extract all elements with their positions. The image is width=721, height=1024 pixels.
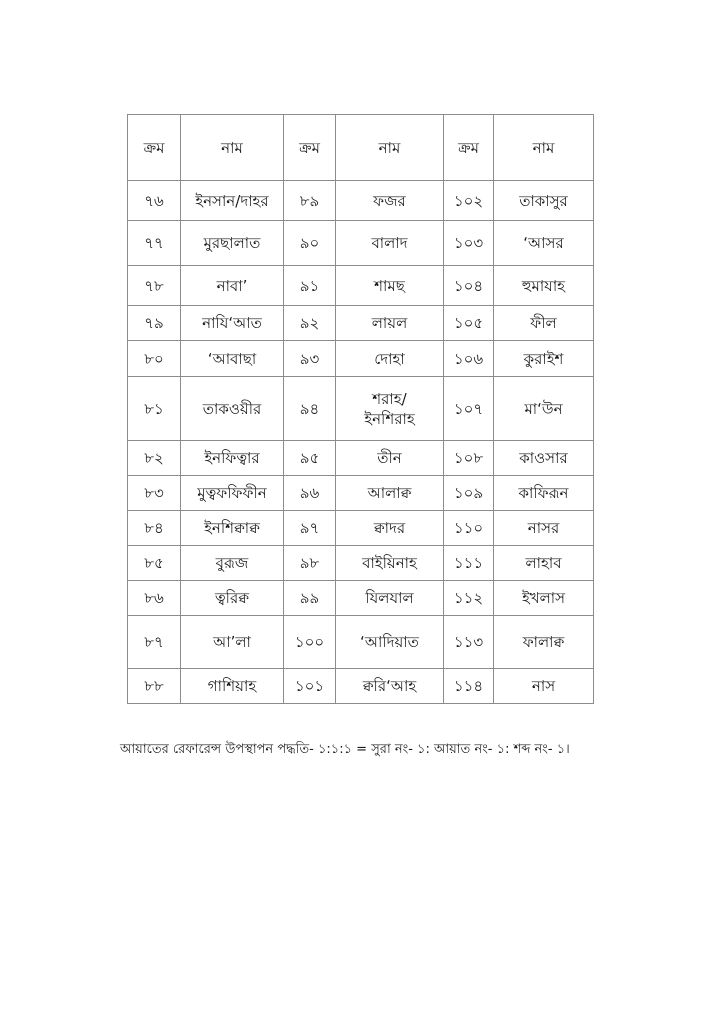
name-cell: বুরূজ (181, 546, 284, 581)
table-row (128, 306, 594, 341)
name-cell: যিলযাল (336, 581, 444, 616)
serial-cell: ১০৭ (444, 377, 494, 441)
serial-cell: ১০৮ (444, 441, 494, 476)
serial-cell: ৮৪ (128, 511, 181, 546)
serial-cell: ৭৭ (128, 221, 181, 266)
name-cell: কাফিরূন (494, 476, 594, 511)
header-name-1: নাম (181, 115, 284, 181)
table-row (128, 341, 594, 377)
name-cell: মুত্বফফিফীন (181, 476, 284, 511)
surah-index-table (127, 114, 594, 704)
name-cell: তাকাসুর (494, 181, 594, 221)
serial-cell: ১০১ (284, 669, 336, 704)
serial-cell: ১০৯ (444, 476, 494, 511)
name-cell: দোহা (336, 341, 444, 377)
name-cell: ফজর (336, 181, 444, 221)
name-cell: ‘আসর (494, 221, 594, 266)
serial-cell: ১০৩ (444, 221, 494, 266)
name-cell: তাকওয়ীর (181, 377, 284, 441)
serial-cell: ১০০ (284, 616, 336, 669)
name-cell: ইখলাস (494, 581, 594, 616)
table-row (128, 669, 594, 704)
serial-cell: ১০২ (444, 181, 494, 221)
serial-cell: ৯৩ (284, 341, 336, 377)
table-row (128, 511, 594, 546)
name-cell: ফীল (494, 306, 594, 341)
serial-cell: ৯৪ (284, 377, 336, 441)
header-serial-3: ক্রম (444, 115, 494, 181)
name-cell: আলাক্ব (336, 476, 444, 511)
serial-cell: ৯৮ (284, 546, 336, 581)
table-row (128, 441, 594, 476)
table-row (128, 377, 594, 441)
serial-cell: ৮১ (128, 377, 181, 441)
header-serial-2: ক্রম (284, 115, 336, 181)
name-cell: নাবা’ (181, 266, 284, 306)
serial-cell: ১১১ (444, 546, 494, 581)
serial-cell: ৮৯ (284, 181, 336, 221)
serial-cell: ৯২ (284, 306, 336, 341)
name-cell: হুমাযাহ (494, 266, 594, 306)
name-cell: ইনফিত্বার (181, 441, 284, 476)
name-cell: ফালাক্ব (494, 616, 594, 669)
name-cell: ‘আবাছা (181, 341, 284, 377)
serial-cell: ৯৫ (284, 441, 336, 476)
name-cell: কাওসার (494, 441, 594, 476)
name-cell: বাইয়িনাহ (336, 546, 444, 581)
name-cell: তীন (336, 441, 444, 476)
header-name-3: নাম (494, 115, 594, 181)
name-cell: ত্বরিক্ব (181, 581, 284, 616)
serial-cell: ৮০ (128, 341, 181, 377)
table-row (128, 221, 594, 266)
serial-cell: ১০৫ (444, 306, 494, 341)
serial-cell: ৯৬ (284, 476, 336, 511)
table-row (128, 546, 594, 581)
serial-cell: ৮৩ (128, 476, 181, 511)
serial-cell: ৮৬ (128, 581, 181, 616)
name-cell: কুরাইশ (494, 341, 594, 377)
name-cell: লাহাব (494, 546, 594, 581)
serial-cell: ৯৭ (284, 511, 336, 546)
reference-footnote: আয়াতের রেফারেন্স উপস্থাপন পদ্ধতি- ১:১:১ = সুরা নং- ১: আয়াত নং- ১: শব্দ নং- ১। (120, 742, 570, 757)
name-cell: নাস (494, 669, 594, 704)
name-cell: ক্বরি‘আহ (336, 669, 444, 704)
serial-cell: ৮৭ (128, 616, 181, 669)
table-row (128, 581, 594, 616)
serial-cell: ৮৮ (128, 669, 181, 704)
name-cell: মা‘উন (494, 377, 594, 441)
name-cell: বালাদ (336, 221, 444, 266)
name-cell: ইনসান/দাহর (181, 181, 284, 221)
serial-cell: ১১০ (444, 511, 494, 546)
serial-cell: ৭৮ (128, 266, 181, 306)
table-header-row (128, 115, 594, 181)
table-row (128, 476, 594, 511)
serial-cell: ৭৬ (128, 181, 181, 221)
name-cell: নাযি‘আত (181, 306, 284, 341)
serial-cell: ১১২ (444, 581, 494, 616)
serial-cell: ৮৫ (128, 546, 181, 581)
serial-cell: ১১৪ (444, 669, 494, 704)
serial-cell: ৯১ (284, 266, 336, 306)
table-row (128, 616, 594, 669)
name-cell: ক্বাদর (336, 511, 444, 546)
name-cell: লায়ল (336, 306, 444, 341)
name-cell: ‘আদিয়াত (336, 616, 444, 669)
serial-cell: ১১৩ (444, 616, 494, 669)
name-cell: শামছ (336, 266, 444, 306)
header-serial-1: ক্রম (128, 115, 181, 181)
name-cell: নাসর (494, 511, 594, 546)
header-name-2: নাম (336, 115, 444, 181)
serial-cell: ৭৯ (128, 306, 181, 341)
table-row (128, 266, 594, 306)
serial-cell: ১০৪ (444, 266, 494, 306)
name-cell: শরাহ/ ইনশিরাহ (336, 377, 444, 441)
name-cell: গাশিয়াহ (181, 669, 284, 704)
name-cell: আ’লা (181, 616, 284, 669)
serial-cell: ৯০ (284, 221, 336, 266)
name-cell: মুরছালাত (181, 221, 284, 266)
table-row (128, 181, 594, 221)
serial-cell: ৯৯ (284, 581, 336, 616)
serial-cell: ৮২ (128, 441, 181, 476)
name-cell: ইনশিক্বাক্ব (181, 511, 284, 546)
serial-cell: ১০৬ (444, 341, 494, 377)
